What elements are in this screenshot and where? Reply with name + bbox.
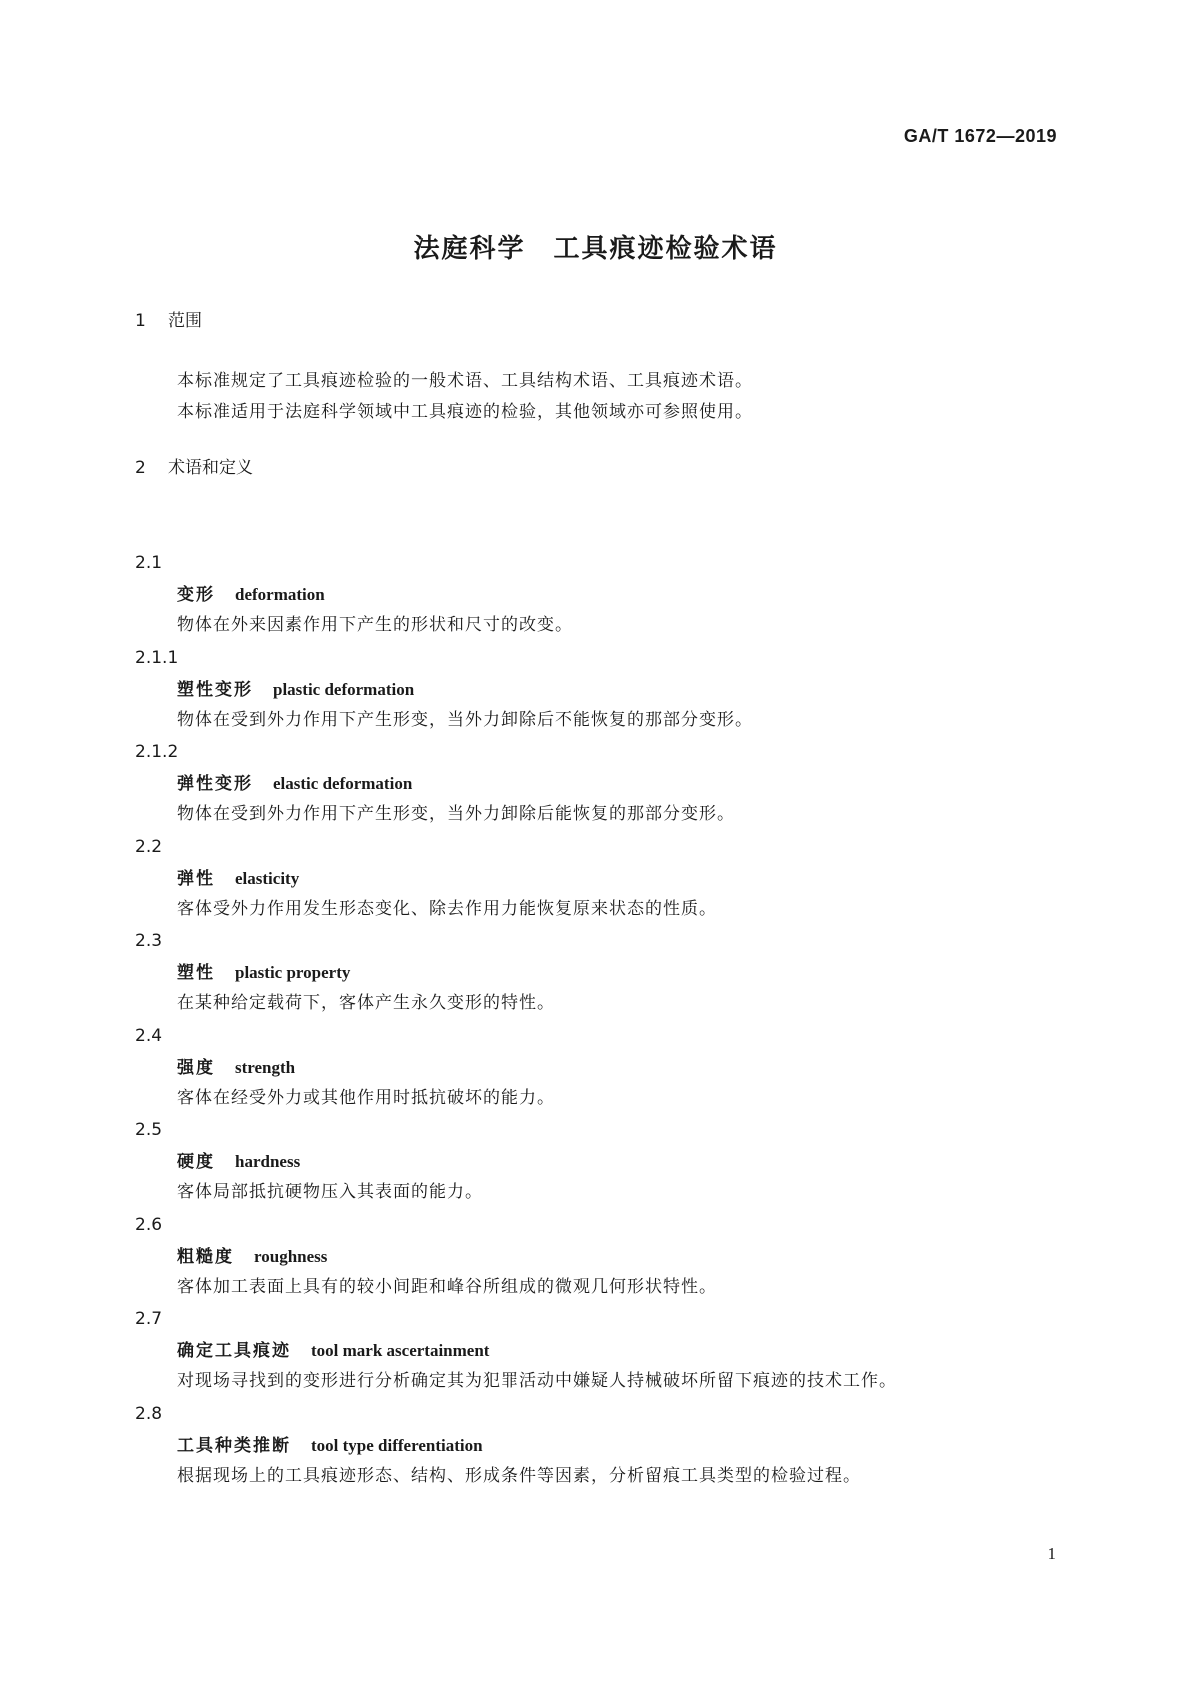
term-zh: 塑性变形 (177, 679, 253, 700)
term-heading (177, 1241, 327, 1272)
term-en: plastic property (235, 963, 351, 982)
scope-paragraph-2: 本标准适用于法庭科学领域中工具痕迹的检验，其他领域亦可参照使用。 (177, 402, 753, 422)
term-number: 2.1.2 (135, 742, 179, 762)
term-definition: 物体在受到外力作用下产生形变，当外力卸除后能恢复的那部分变形。 (177, 804, 735, 824)
term-number: 2.2 (135, 836, 163, 857)
term-en: tool type differentiation (311, 1435, 483, 1455)
term-entry (135, 1021, 1055, 1116)
term-heading (177, 1335, 489, 1366)
term-definition: 物体在受到外力作用下产生形变，当外力卸除后不能恢复的那部分变形。 (177, 709, 753, 730)
term-definition: 客体局部抵抗硬物压入其表面的能力。 (177, 1182, 483, 1202)
term-number: 2.3 (135, 931, 163, 951)
term-heading (177, 863, 299, 894)
term-zh: 塑性 (177, 963, 215, 983)
term-heading (177, 768, 412, 799)
term-number: 2.4 (135, 1025, 163, 1046)
term-heading (177, 1430, 483, 1461)
term-zh: 工具种类推断 (177, 1435, 291, 1456)
term-en: hardness (235, 1152, 301, 1171)
term-number: 2.5 (135, 1120, 163, 1140)
term-zh: 弹性变形 (177, 774, 253, 794)
term-entry (135, 643, 1055, 738)
term-entry (135, 1210, 1055, 1305)
term-heading (177, 1146, 300, 1177)
term-entry (135, 1399, 1055, 1494)
page-number: 1 (1047, 1544, 1056, 1563)
term-entry (135, 548, 1055, 643)
standard-code: GA/T 1672—2019 (903, 126, 1057, 146)
term-en: deformation (235, 585, 325, 604)
term-entry (135, 1304, 1055, 1399)
term-zh: 变形 (177, 585, 215, 605)
term-definition: 客体在经受外力或其他作用时抵抗破坏的能力。 (177, 1087, 555, 1108)
term-heading (177, 579, 325, 610)
section-heading-scope (135, 306, 202, 331)
section-title: 范围 (168, 311, 202, 331)
term-en: strength (235, 1057, 296, 1077)
term-en: elasticity (235, 868, 300, 888)
terms-list (135, 548, 1055, 1493)
term-zh: 强度 (177, 1057, 215, 1078)
section-number: 1 (135, 311, 146, 331)
term-en: roughness (254, 1246, 328, 1266)
term-definition: 客体加工表面上具有的较小间距和峰谷所组成的微观几何形状特性。 (177, 1276, 717, 1297)
section-number: 2 (135, 458, 146, 478)
term-definition: 根据现场上的工具痕迹形态、结构、形成条件等因素，分析留痕工具类型的检验过程。 (177, 1465, 861, 1486)
term-zh: 确定工具痕迹 (177, 1341, 291, 1361)
section-heading-terms (135, 453, 253, 478)
term-entry (135, 926, 1055, 1021)
term-number: 2.1.1 (135, 647, 179, 668)
term-en: plastic deformation (273, 679, 415, 699)
term-entry (135, 737, 1055, 832)
scope-paragraph-1: 本标准规定了工具痕迹检验的一般术语、工具结构术语、工具痕迹术语。 (177, 371, 753, 391)
term-zh: 粗糙度 (177, 1246, 234, 1267)
term-definition: 对现场寻找到的变形进行分析确定其为犯罪活动中嫌疑人持械破坏所留下痕迹的技术工作。 (177, 1371, 897, 1391)
term-zh: 弹性 (177, 868, 215, 889)
term-entry (135, 1115, 1055, 1210)
term-heading (177, 674, 414, 705)
term-heading (177, 1052, 295, 1083)
term-number: 2.1 (135, 553, 163, 573)
term-definition: 物体在外来因素作用下产生的形状和尺寸的改变。 (177, 615, 573, 635)
term-number: 2.6 (135, 1214, 163, 1235)
term-en: elastic deformation (273, 774, 413, 793)
term-zh: 硬度 (177, 1152, 215, 1172)
term-en: tool mark ascertainment (311, 1341, 490, 1360)
term-heading (177, 957, 350, 988)
document-title: 法庭科学 工具痕迹检验术语 (413, 234, 778, 264)
term-number: 2.8 (135, 1403, 163, 1424)
term-entry (135, 832, 1055, 927)
term-definition: 在某种给定载荷下，客体产生永久变形的特性。 (177, 993, 555, 1013)
term-definition: 客体受外力作用发生形态变化、除去作用力能恢复原来状态的性质。 (177, 898, 717, 919)
term-number: 2.7 (135, 1309, 163, 1329)
section-title: 术语和定义 (168, 458, 253, 478)
